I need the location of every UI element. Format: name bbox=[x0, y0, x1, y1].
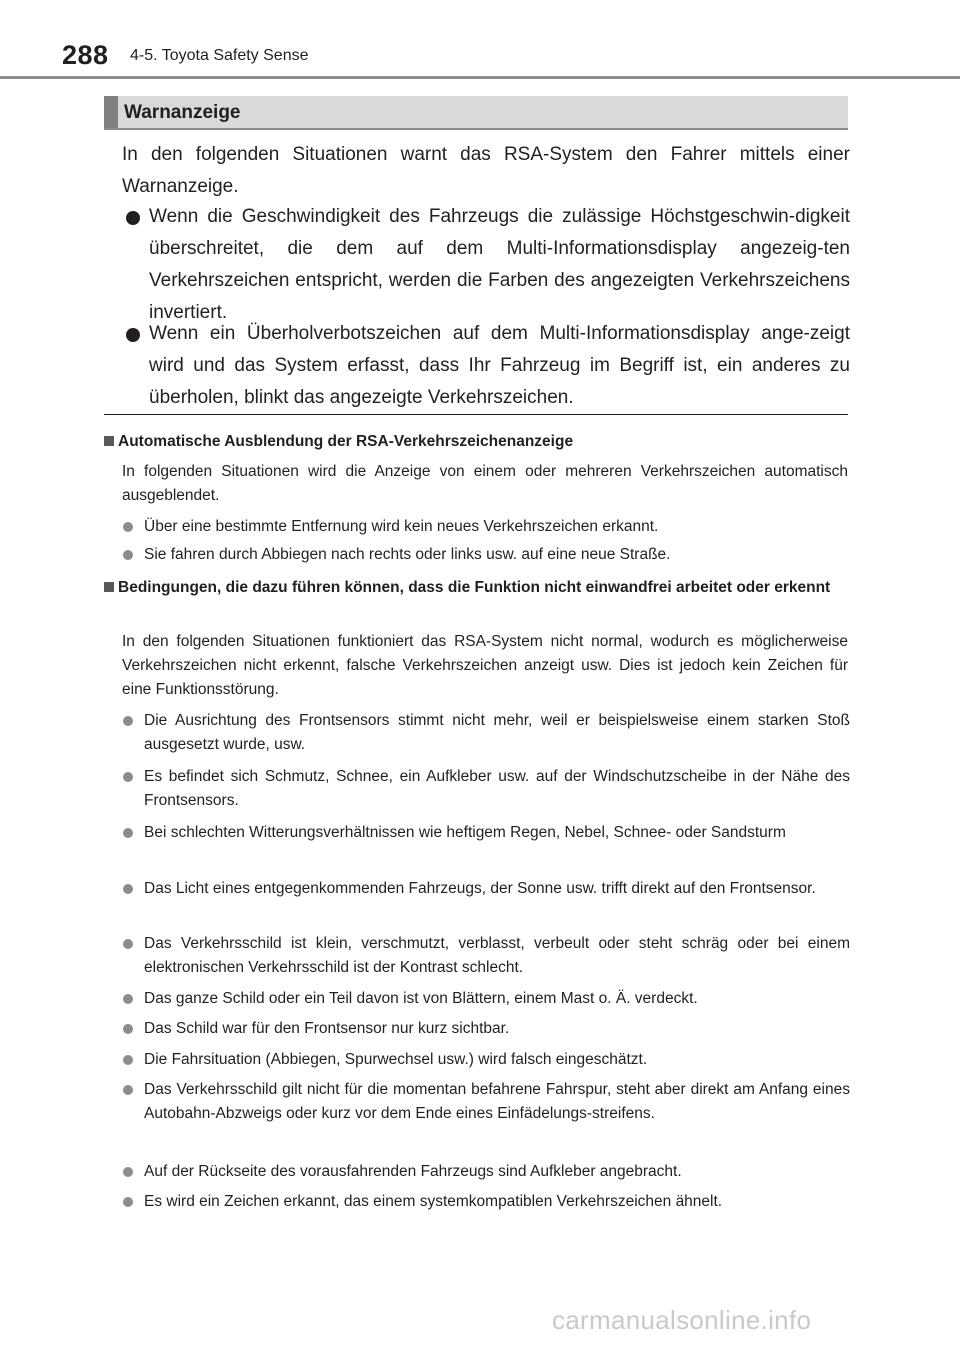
list-item-text: Über eine bestimmte Entfernung wird kein neues Verkehrszeichen erkannt. bbox=[144, 518, 659, 535]
list-item-text: Das ganze Schild oder ein Teil davon ist von Blättern, einem Mast o. Ä. verdeckt. bbox=[144, 990, 698, 1007]
bullet-icon bbox=[123, 994, 133, 1004]
header-rule bbox=[0, 76, 960, 79]
list-item bbox=[122, 709, 850, 757]
list-item-text: Das Licht eines entgegenkommenden Fahrzeugs, der Sonne usw. trifft direkt auf den Frontsensor. bbox=[144, 880, 816, 897]
bullet-icon bbox=[123, 522, 133, 532]
section-underline bbox=[104, 128, 848, 130]
bullet-icon bbox=[123, 1167, 133, 1177]
section-title: Warnanzeige bbox=[124, 102, 241, 123]
list-item-text: Das Schild war für den Frontsensor nur kurz sichtbar. bbox=[144, 1020, 510, 1037]
square-bullet-icon bbox=[104, 436, 114, 446]
bullet-icon bbox=[123, 1197, 133, 1207]
list-item-text: Sie fahren durch Abbiegen nach rechts oder links usw. auf eine neue Straße. bbox=[144, 546, 671, 563]
subsection-heading bbox=[104, 576, 850, 600]
watermark: carmanualsonline.info bbox=[552, 1305, 812, 1335]
subsection-heading bbox=[104, 430, 850, 454]
list-item-text: Es befindet sich Schmutz, Schnee, ein Aufkleber usw. auf der Windschutzscheibe in der Nähe des Frontsensors. bbox=[144, 768, 850, 809]
subsection-intro: In folgenden Situationen wird die Anzeige von einem oder mehreren Verkehrszeichen automatisch ausgeblendet. bbox=[122, 463, 848, 504]
list-item bbox=[122, 515, 850, 539]
list-item bbox=[122, 1160, 850, 1184]
list-item-text: Es wird ein Zeichen erkannt, das einem systemkompatiblen Verkehrszeichen ähnelt. bbox=[144, 1193, 723, 1210]
list-item bbox=[122, 1078, 850, 1126]
list-item bbox=[122, 543, 850, 567]
list-item bbox=[122, 765, 850, 813]
chapter-title: 4-5. Toyota Safety Sense bbox=[130, 47, 309, 64]
list-item-text: Auf der Rückseite des vorausfahrenden Fahrzeugs sind Aufkleber angebracht. bbox=[144, 1163, 682, 1180]
page-number: 288 bbox=[62, 40, 109, 70]
bullet-icon bbox=[123, 884, 133, 894]
subsection-heading-text: Automatische Ausblendung der RSA-Verkehrszeichenanzeige bbox=[118, 433, 574, 450]
list-item bbox=[122, 1048, 850, 1072]
list-item bbox=[122, 1190, 850, 1214]
list-item-text: Das Verkehrsschild ist klein, verschmutzt, verblasst, verbeult oder steht schräg oder bei einem elektronischen Verkehrsschild ist der Kontrast schlecht. bbox=[144, 935, 850, 976]
bullet-icon bbox=[123, 550, 133, 560]
list-item bbox=[122, 877, 850, 901]
list-item bbox=[122, 821, 850, 845]
bullet-icon bbox=[123, 1024, 133, 1034]
list-item bbox=[122, 987, 850, 1011]
section-divider bbox=[104, 414, 848, 415]
bullet-icon bbox=[123, 1085, 133, 1095]
list-item-text: Wenn die Geschwindigkeit des Fahrzeugs die zulässige Höchstgeschwin-digkeit überschreitet, die dem auf dem Multi-Informationsdisplay angezeig-ten Verkehrszeichen entspricht, werden die Farben des angezeigten Verkehrszeichens invertiert. bbox=[149, 206, 850, 323]
list-item-text: Die Fahrsituation (Abbiegen, Spurwechsel usw.) wird falsch eingeschätzt. bbox=[144, 1051, 648, 1068]
bullet-icon bbox=[123, 939, 133, 949]
bullet-icon bbox=[123, 716, 133, 726]
bullet-icon bbox=[126, 328, 140, 342]
list-item bbox=[122, 932, 850, 980]
bullet-icon bbox=[126, 211, 140, 225]
list-item bbox=[122, 318, 850, 414]
list-item bbox=[122, 1017, 850, 1041]
list-item bbox=[122, 201, 850, 329]
list-item-text: Wenn ein Überholverbotszeichen auf dem Multi-Informationsdisplay ange-zeigt wird und das System erfasst, dass Ihr Fahrzeug im Begriff ist, ein anderes zu überholen, blinkt das angezeigte Verkehrszeichen. bbox=[149, 323, 850, 408]
bullet-icon bbox=[123, 1055, 133, 1065]
bullet-icon bbox=[123, 828, 133, 838]
list-item-text: Die Ausrichtung des Frontsensors stimmt nicht mehr, weil er beispielsweise einem starken Stoß ausgesetzt wurde, usw. bbox=[144, 712, 850, 753]
section-intro: In den folgenden Situationen warnt das RSA-System den Fahrer mittels einer Warnanzeige. bbox=[122, 144, 850, 197]
bullet-icon bbox=[123, 772, 133, 782]
list-item-text: Das Verkehrsschild gilt nicht für die momentan befahrene Fahrspur, steht aber direkt am Anfang eines Autobahn-Abzweigs oder kurz vor dem Ende eines Einfädelungs-streifens. bbox=[144, 1081, 850, 1122]
subsection-heading-text: Bedingungen, die dazu führen können, dass die Funktion nicht einwandfrei arbeitet oder erkennt bbox=[118, 579, 831, 596]
list-item-text: Bei schlechten Witterungsverhältnissen wie heftigem Regen, Nebel, Schnee- oder Sandsturm bbox=[144, 824, 786, 841]
subsection-intro: In den folgenden Situationen funktioniert das RSA-System nicht normal, wodurch es möglicherweise Verkehrszeichen nicht erkennt, falsche Verkehrszeichen anzeigt usw. Dies ist jedoch kein Zeichen für eine Funktionsstörung. bbox=[122, 633, 848, 698]
square-bullet-icon bbox=[104, 582, 114, 592]
